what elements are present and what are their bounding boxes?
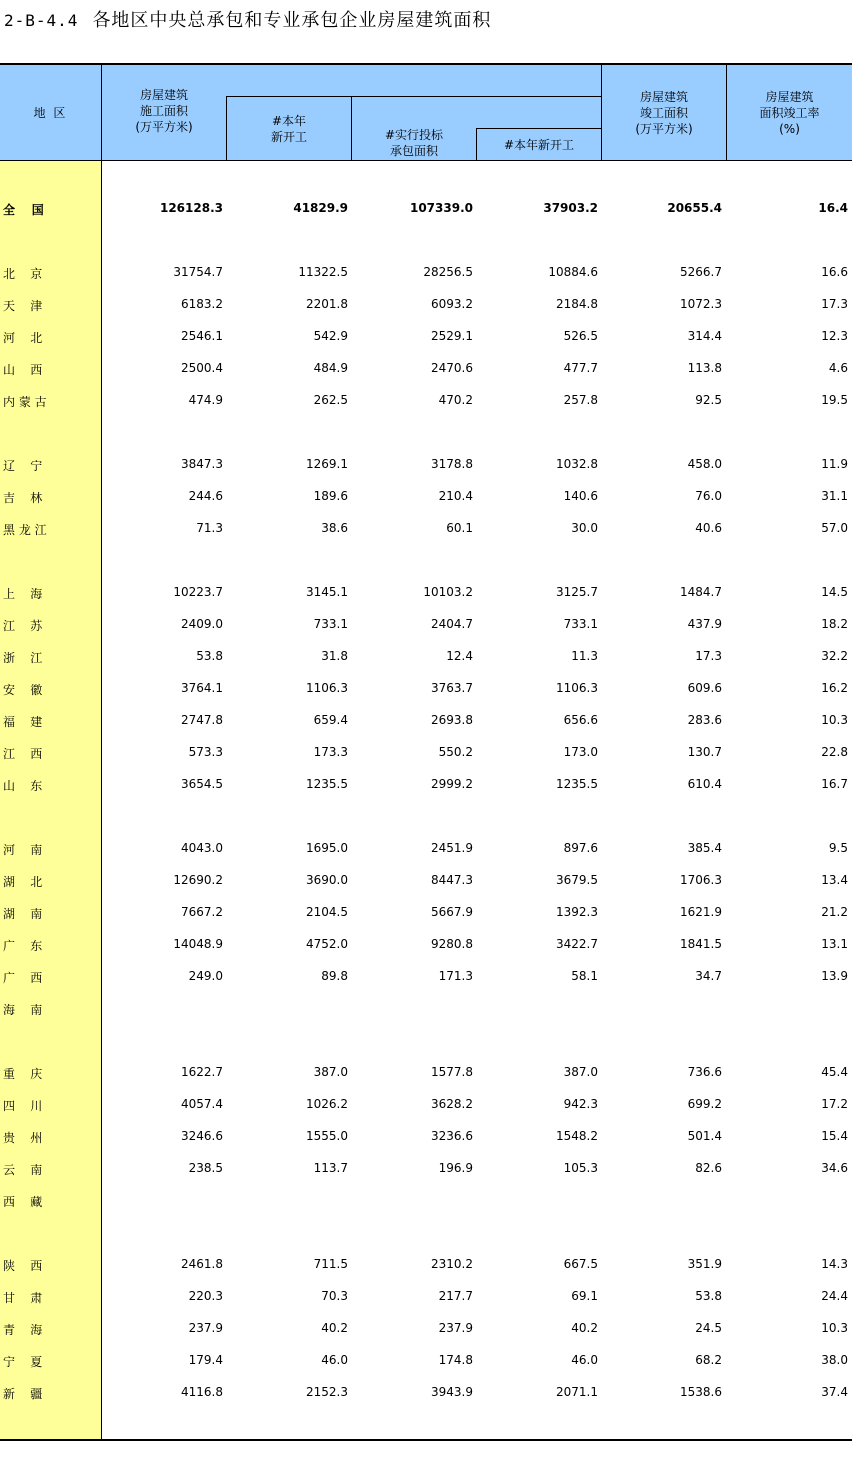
- cell-col-3: 2999.2: [431, 777, 473, 791]
- cell-col-6: 24.4: [821, 1289, 848, 1303]
- cell-col-6: 32.2: [821, 649, 848, 663]
- cell-col-4: 1235.5: [556, 777, 598, 791]
- cell-col-6: 18.2: [821, 617, 848, 631]
- cell-col-2: 3690.0: [306, 873, 348, 887]
- cell-col-3: 3628.2: [431, 1097, 473, 1111]
- region-name: 湖 南: [3, 907, 43, 921]
- cell-col-4: 3422.7: [556, 937, 598, 951]
- header-bid-contract-area: #实行投标 承包面积: [384, 127, 444, 158]
- region-name: 云 南: [3, 1163, 43, 1177]
- cell-col-4: 526.5: [563, 329, 598, 343]
- cell-col-3: 5667.9: [431, 905, 473, 919]
- cell-col-4: 3679.5: [556, 873, 598, 887]
- cell-col-6: 16.2: [821, 681, 848, 695]
- cell-col-5: 736.6: [687, 1065, 722, 1079]
- region-name: 江 苏: [3, 619, 43, 633]
- cell-col-4: 11.3: [571, 649, 598, 663]
- cell-col-3: 9280.8: [431, 937, 473, 951]
- region-name: 浙 江: [3, 651, 43, 665]
- cell-col-1: 7667.2: [181, 905, 223, 919]
- table-row: [0, 487, 852, 507]
- cell-col-4: 656.6: [563, 713, 598, 727]
- region-name: 西 藏: [3, 1195, 43, 1209]
- region-name: 海 南: [3, 1003, 43, 1017]
- region-name: 内 蒙 古: [3, 395, 47, 409]
- cell-col-6: 57.0: [821, 521, 848, 535]
- table-row: [0, 583, 852, 603]
- cell-col-5: 314.4: [687, 329, 722, 343]
- cell-col-5: 40.6: [695, 521, 722, 535]
- table-row: [0, 1063, 852, 1083]
- region-name: 天 津: [3, 299, 43, 313]
- cell-col-3: 12.4: [446, 649, 473, 663]
- cell-col-1: 1622.7: [181, 1065, 223, 1079]
- cell-col-6: 14.5: [821, 585, 848, 599]
- cell-col-2: 733.1: [313, 617, 348, 631]
- table-row: [0, 1095, 852, 1115]
- table-row: [0, 455, 852, 475]
- cell-col-4: 1106.3: [556, 681, 598, 695]
- cell-col-5: 437.9: [687, 617, 722, 631]
- table-row: [0, 679, 852, 699]
- cell-col-5: 458.0: [687, 457, 722, 471]
- cell-col-4: 140.6: [563, 489, 598, 503]
- cell-col-6: 45.4: [821, 1065, 848, 1079]
- cell-col-1: 220.3: [188, 1289, 223, 1303]
- table-row-total: [0, 199, 852, 219]
- region-name: 福 建: [3, 715, 43, 729]
- cell-col-5: 1484.7: [680, 585, 722, 599]
- region-name: 山 东: [3, 779, 43, 793]
- cell-col-5: 385.4: [687, 841, 722, 855]
- cell-col-5: 17.3: [695, 649, 722, 663]
- cell-col-3: 217.7: [438, 1289, 473, 1303]
- cell-col-4: 58.1: [571, 969, 598, 983]
- cell-col-2: 1555.0: [306, 1129, 348, 1143]
- cell-col-2: 89.8: [321, 969, 348, 983]
- cell-col-1: 53.8: [196, 649, 223, 663]
- cell-col-6: 22.8: [821, 745, 848, 759]
- cell-col-3: 237.9: [438, 1321, 473, 1335]
- cell-col-5: 610.4: [687, 777, 722, 791]
- cell-col-5: 82.6: [695, 1161, 722, 1175]
- cell-col-6: 16.4: [818, 201, 848, 215]
- cell-col-2: 2104.5: [306, 905, 348, 919]
- region-name: 吉 林: [3, 491, 43, 505]
- cell-col-4: 173.0: [563, 745, 598, 759]
- table-row: [0, 1287, 852, 1307]
- cell-col-5: 699.2: [687, 1097, 722, 1111]
- cell-col-6: 34.6: [821, 1161, 848, 1175]
- table-row: [0, 1159, 852, 1179]
- header-bid-new-this-year: #本年新开工: [503, 137, 575, 152]
- cell-col-2: 11322.5: [298, 265, 348, 279]
- cell-col-5: 34.7: [695, 969, 722, 983]
- region-name: 陕 西: [3, 1259, 43, 1273]
- region-name: 江 西: [3, 747, 43, 761]
- cell-col-4: 897.6: [563, 841, 598, 855]
- table-title: 各地区中央总承包和专业承包企业房屋建筑面积: [92, 10, 492, 31]
- cell-col-6: 15.4: [821, 1129, 848, 1143]
- region-name: 河 南: [3, 843, 43, 857]
- cell-col-2: 1269.1: [306, 457, 348, 471]
- cell-col-1: 3764.1: [181, 681, 223, 695]
- cell-col-3: 550.2: [438, 745, 473, 759]
- cell-col-2: 1235.5: [306, 777, 348, 791]
- cell-col-2: 70.3: [321, 1289, 348, 1303]
- cell-col-3: 60.1: [446, 521, 473, 535]
- cell-col-2: 1695.0: [306, 841, 348, 855]
- cell-col-4: 10884.6: [548, 265, 598, 279]
- cell-col-1: 3847.3: [181, 457, 223, 471]
- cell-col-6: 16.7: [821, 777, 848, 791]
- cell-col-4: 37903.2: [543, 201, 598, 215]
- table-row: [0, 391, 852, 411]
- table-row: [0, 615, 852, 635]
- cell-col-5: 68.2: [695, 1353, 722, 1367]
- table-row: [0, 1319, 852, 1339]
- header-region: 地 区: [33, 105, 68, 120]
- cell-col-6: 13.1: [821, 937, 848, 951]
- cell-col-3: 3178.8: [431, 457, 473, 471]
- cell-col-1: 12690.2: [173, 873, 223, 887]
- cell-col-2: 542.9: [313, 329, 348, 343]
- table-row: [0, 327, 852, 347]
- table-row: [0, 871, 852, 891]
- cell-col-5: 20655.4: [667, 201, 722, 215]
- cell-col-3: 171.3: [438, 969, 473, 983]
- region-name: 北 京: [3, 267, 43, 281]
- cell-col-3: 8447.3: [431, 873, 473, 887]
- header-new-this-year: #本年 新开工: [270, 113, 307, 144]
- cell-col-3: 6093.2: [431, 297, 473, 311]
- cell-col-5: 1706.3: [680, 873, 722, 887]
- cell-col-3: 10103.2: [423, 585, 473, 599]
- cell-col-1: 126128.3: [159, 201, 223, 215]
- cell-col-5: 92.5: [695, 393, 722, 407]
- cell-col-4: 105.3: [563, 1161, 598, 1175]
- cell-col-6: 13.4: [821, 873, 848, 887]
- table-row: [0, 743, 852, 763]
- cell-col-2: 1026.2: [306, 1097, 348, 1111]
- cell-col-6: 21.2: [821, 905, 848, 919]
- cell-col-6: 10.3: [821, 1321, 848, 1335]
- region-name: 广 西: [3, 971, 43, 985]
- table-row: [0, 647, 852, 667]
- cell-col-3: 2404.7: [431, 617, 473, 631]
- cell-col-2: 711.5: [313, 1257, 348, 1271]
- cell-col-6: 13.9: [821, 969, 848, 983]
- cell-col-3: 28256.5: [423, 265, 473, 279]
- region-name: 新 疆: [3, 1387, 43, 1401]
- region-name: 全 国: [3, 203, 44, 217]
- cell-col-2: 40.2: [321, 1321, 348, 1335]
- table-header: [0, 65, 852, 160]
- cell-col-4: 1548.2: [556, 1129, 598, 1143]
- cell-col-4: 1032.8: [556, 457, 598, 471]
- table-row: [0, 903, 852, 923]
- cell-col-1: 10223.7: [173, 585, 223, 599]
- table-row: [0, 1191, 852, 1211]
- cell-col-1: 2500.4: [181, 361, 223, 375]
- table-row: [0, 359, 852, 379]
- cell-col-6: 37.4: [821, 1385, 848, 1399]
- cell-col-3: 210.4: [438, 489, 473, 503]
- cell-col-6: 17.3: [821, 297, 848, 311]
- cell-col-3: 1577.8: [431, 1065, 473, 1079]
- cell-col-6: 19.5: [821, 393, 848, 407]
- cell-col-2: 46.0: [321, 1353, 348, 1367]
- table-row: [0, 1351, 852, 1371]
- cell-col-1: 31754.7: [173, 265, 223, 279]
- table-row: [0, 935, 852, 955]
- cell-col-1: 244.6: [188, 489, 223, 503]
- cell-col-1: 14048.9: [173, 937, 223, 951]
- cell-col-5: 53.8: [695, 1289, 722, 1303]
- cell-col-1: 2546.1: [181, 329, 223, 343]
- cell-col-3: 2470.6: [431, 361, 473, 375]
- cell-col-2: 189.6: [313, 489, 348, 503]
- cell-col-1: 71.3: [196, 521, 223, 535]
- table-row: [0, 967, 852, 987]
- cell-col-6: 16.6: [821, 265, 848, 279]
- cell-col-3: 196.9: [438, 1161, 473, 1175]
- cell-col-1: 238.5: [188, 1161, 223, 1175]
- cell-col-5: 1072.3: [680, 297, 722, 311]
- region-name: 宁 夏: [3, 1355, 43, 1369]
- cell-col-2: 1106.3: [306, 681, 348, 695]
- region-name: 辽 宁: [3, 459, 43, 473]
- cell-col-4: 477.7: [563, 361, 598, 375]
- cell-col-6: 4.6: [828, 361, 848, 375]
- cell-col-5: 1621.9: [680, 905, 722, 919]
- cell-col-5: 5266.7: [680, 265, 722, 279]
- cell-col-3: 2310.2: [431, 1257, 473, 1271]
- cell-col-2: 41829.9: [293, 201, 348, 215]
- table-row: [0, 263, 852, 283]
- cell-col-5: 24.5: [695, 1321, 722, 1335]
- cell-col-5: 1538.6: [680, 1385, 722, 1399]
- region-name: 山 西: [3, 363, 43, 377]
- cell-col-6: 9.5: [828, 841, 848, 855]
- header-construction-area: 房屋建筑 施工面积 (万平方米): [135, 88, 193, 134]
- cell-col-5: 609.6: [687, 681, 722, 695]
- cell-col-1: 4043.0: [181, 841, 223, 855]
- cell-col-4: 667.5: [563, 1257, 598, 1271]
- cell-col-6: 38.0: [821, 1353, 848, 1367]
- table-row: [0, 839, 852, 859]
- cell-col-2: 113.7: [313, 1161, 348, 1175]
- region-name: 黑 龙 江: [3, 523, 47, 537]
- cell-col-5: 1841.5: [680, 937, 722, 951]
- cell-col-2: 31.8: [321, 649, 348, 663]
- cell-col-3: 2451.9: [431, 841, 473, 855]
- cell-col-1: 237.9: [188, 1321, 223, 1335]
- cell-col-5: 130.7: [687, 745, 722, 759]
- region-name: 四 川: [3, 1099, 43, 1113]
- region-name: 上 海: [3, 587, 43, 601]
- cell-col-6: 11.9: [821, 457, 848, 471]
- cell-col-5: 113.8: [687, 361, 722, 375]
- cell-col-3: 3763.7: [431, 681, 473, 695]
- cell-col-3: 174.8: [438, 1353, 473, 1367]
- cell-col-4: 69.1: [571, 1289, 598, 1303]
- cell-col-4: 30.0: [571, 521, 598, 535]
- cell-col-2: 38.6: [321, 521, 348, 535]
- table-row: [0, 775, 852, 795]
- cell-col-2: 2152.3: [306, 1385, 348, 1399]
- cell-col-2: 3145.1: [306, 585, 348, 599]
- cell-col-4: 387.0: [563, 1065, 598, 1079]
- region-column-background: [0, 161, 101, 1439]
- cell-col-3: 2529.1: [431, 329, 473, 343]
- table-bottom-rule: [0, 1439, 852, 1441]
- cell-col-4: 2184.8: [556, 297, 598, 311]
- cell-col-3: 3236.6: [431, 1129, 473, 1143]
- table-row: [0, 295, 852, 315]
- cell-col-1: 249.0: [188, 969, 223, 983]
- cell-col-1: 179.4: [188, 1353, 223, 1367]
- cell-col-5: 501.4: [687, 1129, 722, 1143]
- cell-col-4: 3125.7: [556, 585, 598, 599]
- cell-col-3: 470.2: [438, 393, 473, 407]
- cell-col-3: 3943.9: [431, 1385, 473, 1399]
- header-bottom-rule: [0, 160, 852, 161]
- table-row: [0, 711, 852, 731]
- cell-col-4: 1392.3: [556, 905, 598, 919]
- cell-col-1: 3654.5: [181, 777, 223, 791]
- cell-col-2: 173.3: [313, 745, 348, 759]
- cell-col-4: 733.1: [563, 617, 598, 631]
- cell-col-1: 474.9: [188, 393, 223, 407]
- cell-col-1: 3246.6: [181, 1129, 223, 1143]
- cell-col-6: 10.3: [821, 713, 848, 727]
- cell-col-1: 6183.2: [181, 297, 223, 311]
- cell-col-5: 283.6: [687, 713, 722, 727]
- cell-col-6: 14.3: [821, 1257, 848, 1271]
- cell-col-4: 2071.1: [556, 1385, 598, 1399]
- cell-col-2: 4752.0: [306, 937, 348, 951]
- cell-col-6: 31.1: [821, 489, 848, 503]
- table-code: 2-B-4.4: [4, 11, 79, 30]
- region-name: 甘 肃: [3, 1291, 43, 1305]
- table-row: [0, 1255, 852, 1275]
- cell-col-1: 4057.4: [181, 1097, 223, 1111]
- header-completion-rate: 房屋建筑 面积竣工率 (%): [759, 89, 820, 136]
- cell-col-6: 17.2: [821, 1097, 848, 1111]
- cell-col-3: 107339.0: [409, 201, 473, 215]
- cell-col-3: 2693.8: [431, 713, 473, 727]
- cell-col-4: 46.0: [571, 1353, 598, 1367]
- header-completed-area: 房屋建筑 竣工面积 (万平方米): [635, 89, 693, 136]
- region-name: 安 徽: [3, 683, 43, 697]
- cell-col-2: 2201.8: [306, 297, 348, 311]
- table-row: [0, 519, 852, 539]
- cell-col-5: 351.9: [687, 1257, 722, 1271]
- cell-col-1: 2461.8: [181, 1257, 223, 1271]
- cell-col-1: 2409.0: [181, 617, 223, 631]
- cell-col-4: 942.3: [563, 1097, 598, 1111]
- region-name: 贵 州: [3, 1131, 43, 1145]
- cell-col-2: 262.5: [313, 393, 348, 407]
- cell-col-4: 257.8: [563, 393, 598, 407]
- cell-col-1: 573.3: [188, 745, 223, 759]
- table-row: [0, 999, 852, 1019]
- cell-col-2: 387.0: [313, 1065, 348, 1079]
- cell-col-2: 659.4: [313, 713, 348, 727]
- table-row: [0, 1383, 852, 1403]
- cell-col-1: 4116.8: [181, 1385, 223, 1399]
- cell-col-1: 2747.8: [181, 713, 223, 727]
- region-name: 重 庆: [3, 1067, 43, 1081]
- region-name: 青 海: [3, 1323, 43, 1337]
- region-name: 湖 北: [3, 875, 43, 889]
- region-column-border: [101, 161, 102, 1439]
- table-row: [0, 1127, 852, 1147]
- cell-col-6: 12.3: [821, 329, 848, 343]
- cell-col-2: 484.9: [313, 361, 348, 375]
- cell-col-5: 76.0: [695, 489, 722, 503]
- cell-col-4: 40.2: [571, 1321, 598, 1335]
- region-name: 广 东: [3, 939, 43, 953]
- region-name: 河 北: [3, 331, 43, 345]
- page-title: [4, 6, 491, 32]
